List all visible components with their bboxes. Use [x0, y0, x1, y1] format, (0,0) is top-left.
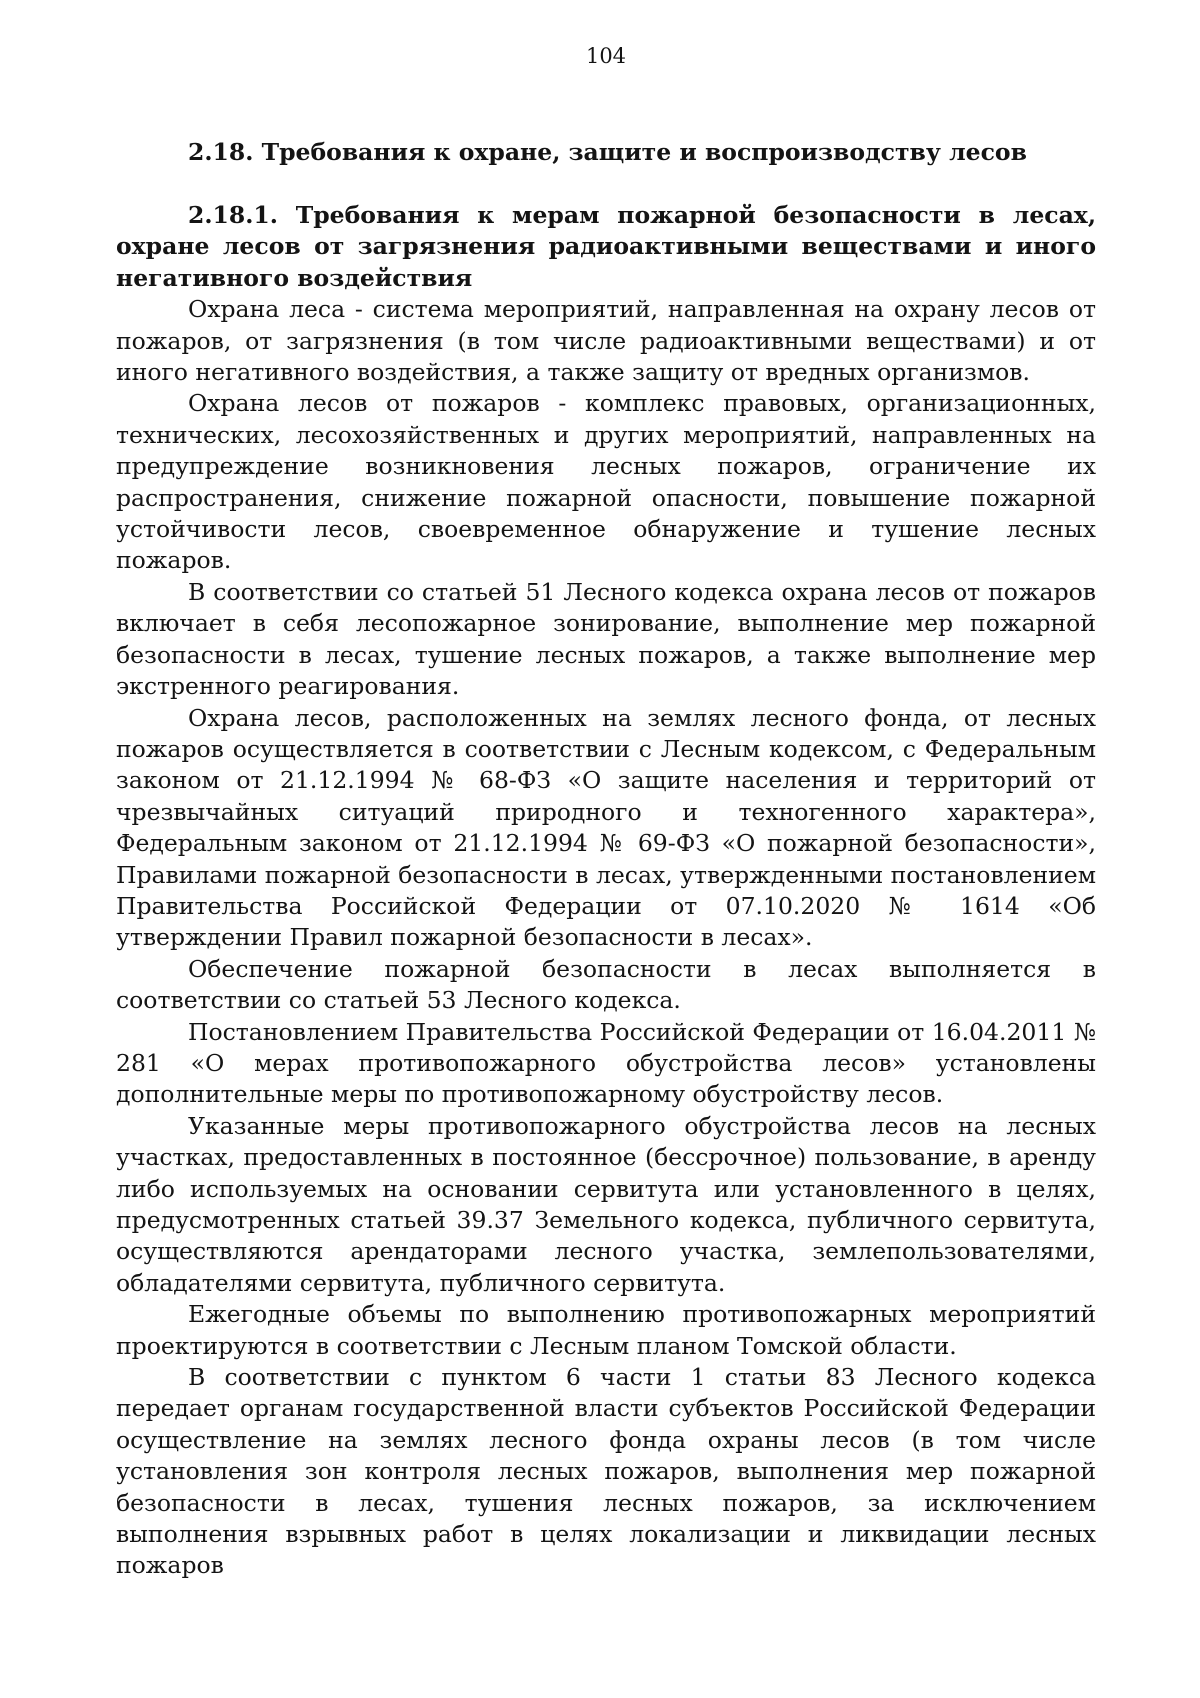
paragraph-fire-measures-tenants: Указанные меры противопожарного обустройства лесов на лесных участках, предоставленных в постоянное (бессрочное) пользование, в аренду либо используемых на основании сервитута или установленного в целях, предусмотренных статьей 39.37 Земельного кодекса, публичного сервитута, осуществляются арендаторами лесного участка, землепользователями, обладателями сервитута, публичного сервитута.	[116, 1111, 1096, 1297]
paragraph-fire-protection-definition: Охрана лесов от пожаров - комплекс правовых, организационных, технических, лесохозяйственных и других мероприятий, направленных на предупреждение возникновения лесных пожаров, ограничение их распространения, снижение пожарной опасности, повышение пожарной устойчивости лесов, своевременное обнаружение и тушение лесных пожаров.	[116, 389, 1096, 575]
document-body	[116, 200, 1096, 1582]
paragraph-legal-basis: Охрана лесов, расположенных на землях лесного фонда, от лесных пожаров осуществляется в соответствии с Лесным кодексом, с Федеральным законом от 21.12.1994 № 68-ФЗ «О защите населения и территорий от чрезвычайных ситуаций природного и техногенного характера», Федеральным законом от 21.12.1994 № 69-ФЗ «О пожарной безопасности», Правилами пожарной безопасности в лесах, утвержденными постановлением Правительства Российской Федерации от 07.10.2020 № 1614 «Об утверждении Правил пожарной безопасности в лесах».	[116, 703, 1096, 952]
section-heading: 2.18. Требования к охране, защите и воспроизводству лесов	[188, 138, 1027, 166]
paragraph-annual-volumes: Ежегодные объемы по выполнению противопожарных мероприятий проектируются в соответствии с Лесным планом Томской области.	[116, 1300, 1096, 1360]
paragraph-resolution-281: Постановлением Правительства Российской Федерации от 16.04.2011 № 281 «О мерах противопожарного обустройства лесов» установлены дополнительные меры по противопожарному обустройству лесов.	[116, 1017, 1096, 1109]
paragraph-article-83: В соответствии с пунктом 6 части 1 статьи 83 Лесного кодекса передает органам государственной власти субъектов Российской Федерации осуществление на землях лесного фонда охраны лесов (в том числе установления зон контроля лесных пожаров, выполнения мер пожарной безопасности в лесах, тушения лесных пожаров, за исключением выполнения взрывных работ в целях локализации и ликвидации лесных пожаров	[116, 1363, 1096, 1580]
paragraph-article-53: Обеспечение пожарной безопасности в лесах выполняется в соответствии со статьей 53 Лесного кодекса.	[116, 954, 1096, 1015]
subsection-heading: 2.18.1. Требования к мерам пожарной безопасности в лесах, охране лесов от загрязнения радиоактивными веществами и иного негативного воздействия	[116, 201, 1096, 292]
paragraph-article-51: В соответствии со статьей 51 Лесного кодекса охрана лесов от пожаров включает в себя лесопожарное зонирование, выполнение мер пожарной безопасности в лесах, тушение лесных пожаров, а также выполнение мер экстренного реагирования.	[116, 577, 1096, 701]
page-number: 104	[585, 44, 627, 68]
paragraph-forest-protection-definition: Охрана леса - система мероприятий, направленная на охрану лесов от пожаров, от загрязнения (в том числе радиоактивными веществами) и от иного негативного воздействия, а также защиту от вредных организмов.	[116, 295, 1096, 387]
